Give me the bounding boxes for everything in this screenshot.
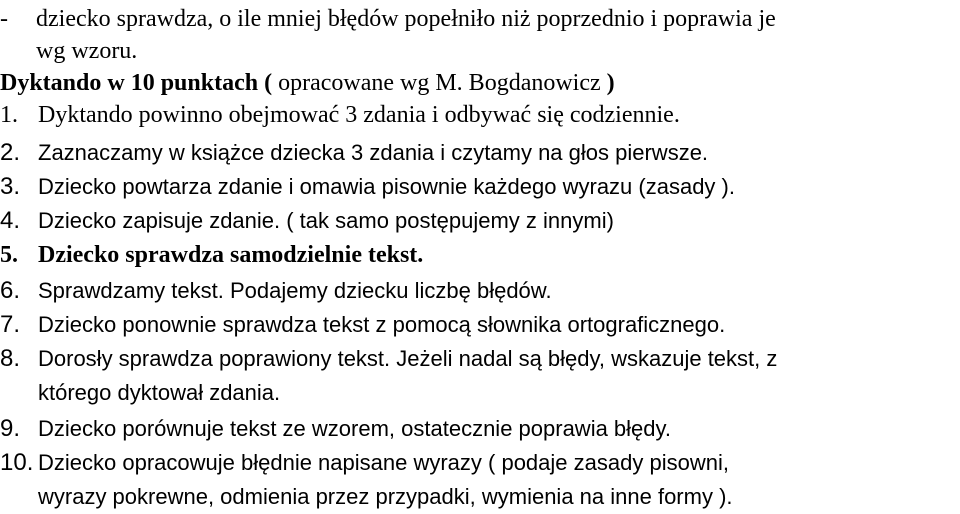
intro-line-2 [0, 34, 960, 68]
list-item-1 [0, 98, 960, 132]
list-item-2 [0, 136, 960, 170]
item-number: 3. [0, 173, 21, 200]
section-heading [0, 66, 960, 100]
item-text: Dyktando powinno obejmować 3 zdania i odbywać się codziennie. [38, 102, 680, 128]
item-text: Dziecko opracowuje błędnie napisane wyrazy ( podaje zasady pisowni, [38, 450, 729, 475]
item-number: 5. [0, 242, 18, 268]
item-text: Dziecko sprawdza samodzielnie tekst. [38, 242, 424, 268]
item-text: Dziecko zapisuje zdanie. ( tak samo postępujemy z innymi) [38, 208, 614, 233]
heading-bold: Dyktando w 10 punktach ( [0, 70, 273, 96]
item-number: 8. [0, 345, 21, 372]
item-number: 4. [0, 207, 21, 234]
item-text: Dziecko powtarza zdanie i omawia pisownie każdego wyrazu (zasady ). [38, 174, 735, 199]
intro-line-1 [0, 2, 960, 36]
item-number: 7. [0, 311, 21, 338]
item-text-cont: wyrazy pokrewne, odmienia przez przypadki, wymienia na inne formy ). [38, 484, 733, 509]
list-item-7 [0, 308, 960, 342]
item-number: 1. [0, 102, 18, 128]
list-item-5 [0, 238, 960, 272]
item-number: 6. [0, 277, 21, 304]
list-item-9 [0, 412, 960, 446]
list-item-8-cont [0, 376, 960, 410]
heading-close: ) [606, 70, 615, 96]
list-item-3 [0, 170, 960, 204]
item-text: Dziecko ponownie sprawdza tekst z pomocą słownika ortograficznego. [38, 312, 726, 337]
bullet-dash: - [0, 6, 8, 32]
list-item-6 [0, 274, 960, 308]
intro-text-cont: wg wzoru. [36, 38, 138, 64]
list-item-10-cont [0, 480, 960, 514]
list-item-4 [0, 204, 960, 238]
heading-normal: opracowane wg M. Bogdanowicz [272, 70, 607, 96]
item-text: Zaznaczamy w książce dziecka 3 zdania i czytamy na głos pierwsze. [38, 140, 709, 165]
item-number: 2. [0, 139, 21, 166]
item-text: Dorosły sprawdza poprawiony tekst. Jeżeli nadal są błędy, wskazuje tekst, z [38, 346, 778, 371]
item-text: Sprawdzamy tekst. Podajemy dziecku liczbę błędów. [38, 278, 552, 303]
item-text: Dziecko porównuje tekst ze wzorem, ostatecznie poprawia błędy. [38, 416, 672, 441]
intro-text: dziecko sprawdza, o ile mniej błędów popełniło niż poprzednio i poprawia je [36, 6, 776, 32]
list-item-10 [0, 446, 960, 480]
list-item-8 [0, 342, 960, 376]
item-text-cont: którego dyktował zdania. [38, 380, 281, 405]
item-number: 9. [0, 415, 21, 442]
item-number: 10. [0, 449, 34, 476]
